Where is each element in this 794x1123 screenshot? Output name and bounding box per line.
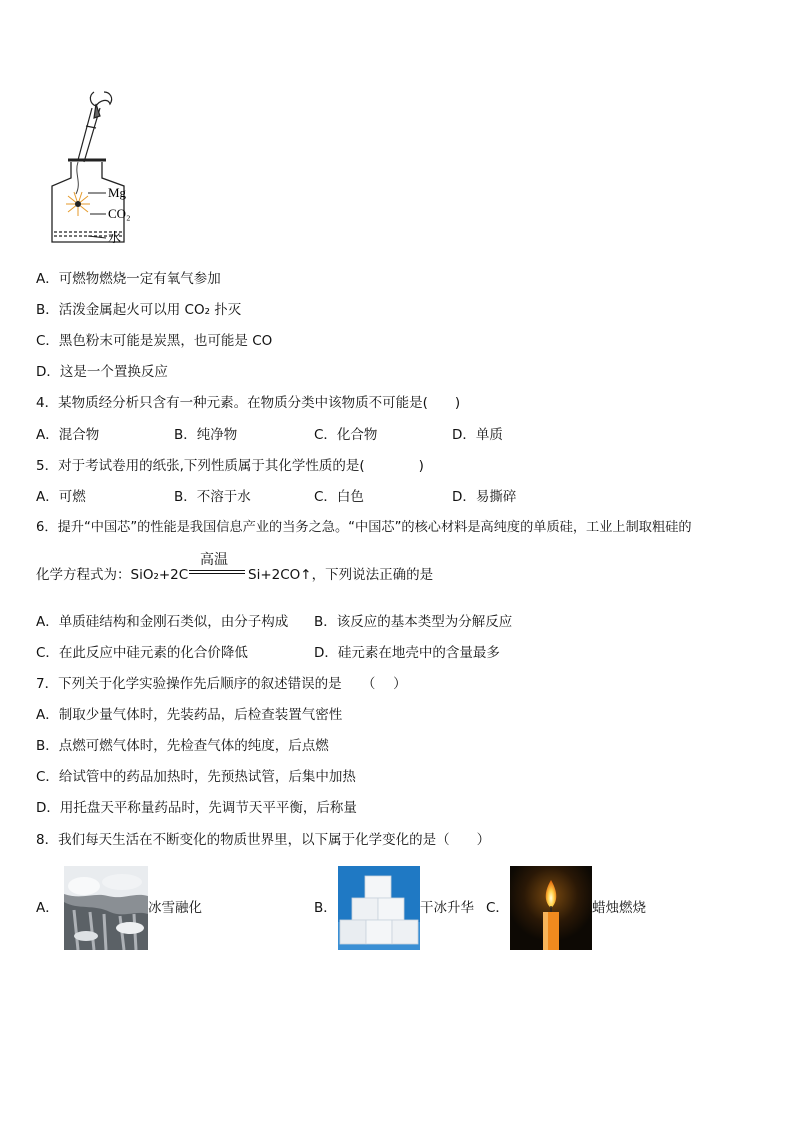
q5-option-d: D．易撕碎 xyxy=(452,489,517,505)
q8-option-c-letter: C． xyxy=(486,900,509,916)
q8-option-b-text: 干冰升华 xyxy=(420,900,474,916)
q7-option-b: B．点燃可燃气体时，先检查气体的纯度，后点燃 xyxy=(36,738,329,754)
burning-mg-icon xyxy=(66,162,90,216)
dry-ice-cubes-photo xyxy=(338,866,420,950)
figure-label-water: 水 xyxy=(108,231,122,246)
q7-option-a: A．制取少量气体时，先装药品，后检查装置气密性 xyxy=(36,707,343,723)
q3-option-d: D．这是一个置换反应 xyxy=(36,364,168,380)
equation-bar-lower xyxy=(189,573,245,574)
q3-option-b: B．活泼金属起火可以用 CO₂ 扑灭 xyxy=(36,302,242,318)
q6-stem: 6．提升“中国芯”的性能是我国信息产业的当务之急。“中国芯”的核心材料是高纯度的单质硅，工业上制取粗硅的 xyxy=(36,520,692,535)
equation-suffix: Si+2CO↑，下列说法正确的是 xyxy=(248,567,434,583)
tongs-icon xyxy=(78,92,112,162)
q7-option-d: D．用托盘天平称量药品时，先调节天平平衡，后称量 xyxy=(36,800,357,816)
q5-stem: 5．对于考试卷用的纸张,下列性质属于其化学性质的是( ) xyxy=(36,458,424,474)
q5-option-b: B．不溶于水 xyxy=(174,489,251,505)
melting-snow-photo xyxy=(64,866,148,950)
q6-option-b: B．该反应的基本类型为分解反应 xyxy=(314,614,513,630)
q7-option-c: C．给试管中的药品加热时，先预热试管，后集中加热 xyxy=(36,769,356,785)
mg-co2-experiment-figure xyxy=(44,86,154,248)
figure-label-co2: CO₂ xyxy=(108,206,131,221)
q8-option-a-letter: A． xyxy=(36,900,59,916)
gas-bottle-icon xyxy=(52,160,124,242)
q6-option-d: D．硅元素在地壳中的含量最多 xyxy=(314,645,500,661)
q4-stem: 4．某物质经分析只含有一种元素。在物质分类中该物质不可能是( ) xyxy=(36,395,461,411)
equation-condition: 高温 xyxy=(200,552,228,568)
q4-option-c: C．化合物 xyxy=(314,427,378,443)
figure-label-mg: Mg xyxy=(108,185,127,200)
q8-option-c-text: 蜡烛燃烧 xyxy=(592,900,646,916)
q8-stem: 8．我们每天生活在不断变化的物质世界里，以下属于化学变化的是（ ） xyxy=(36,832,491,848)
q3-option-c: C．黑色粉末可能是炭黑，也可能是 CO xyxy=(36,333,273,349)
q5-option-a: A．可燃 xyxy=(36,489,86,505)
q6-option-a: A．单质硅结构和金刚石类似，由分子构成 xyxy=(36,614,289,630)
q8-option-a-text: 冰雪融化 xyxy=(148,900,202,916)
q4-option-a: A．混合物 xyxy=(36,427,100,443)
q8-option-b-letter: B． xyxy=(314,900,337,916)
q5-option-c: C．白色 xyxy=(314,489,364,505)
burning-candle-photo xyxy=(510,866,592,950)
equation-bar-upper xyxy=(189,570,245,571)
equation-prefix: 化学方程式为：SiO₂+2C xyxy=(36,567,189,583)
q3-option-a: A．可燃物燃烧一定有氧气参加 xyxy=(36,271,221,287)
q4-option-d: D．单质 xyxy=(452,427,503,443)
q4-option-b: B．纯净物 xyxy=(174,427,238,443)
q6-option-c: C．在此反应中硅元素的化合价降低 xyxy=(36,645,248,661)
q7-stem: 7．下列关于化学实验操作先后顺序的叙述错误的是 （ ） xyxy=(36,676,407,692)
